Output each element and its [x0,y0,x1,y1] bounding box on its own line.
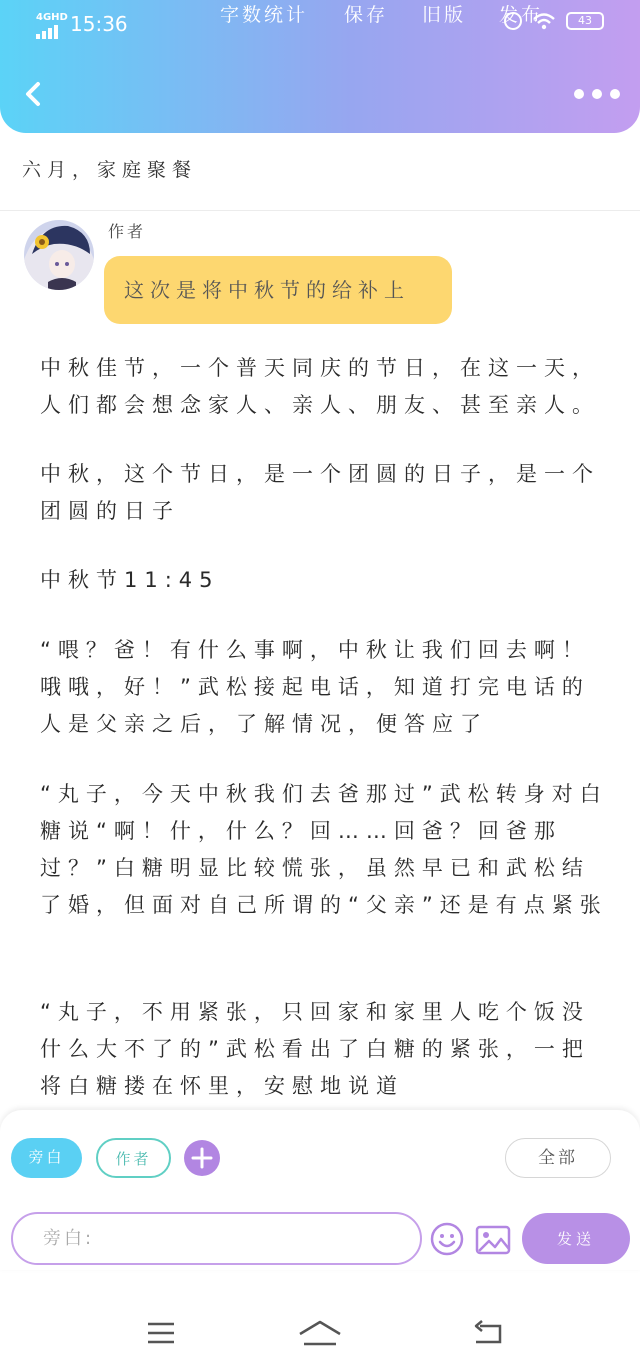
home-icon[interactable] [298,1318,342,1348]
story-paragraph[interactable]: 中秋佳节，一个普天同庆的节日，在这一天，人们都会想念家人、亲人、朋友、甚至亲人。 [40,356,600,417]
signal-icon [36,25,60,39]
image-icon[interactable] [475,1225,511,1255]
message-author-label: 作者 [108,222,147,241]
more-options-icon[interactable] [574,89,620,99]
word-count-button[interactable]: 字数统计 [220,4,309,26]
back-nav-icon[interactable] [472,1320,504,1346]
emoji-icon[interactable] [430,1222,464,1256]
old-version-button[interactable]: 旧版 [422,4,467,26]
role-author-chip[interactable]: 作者 [96,1138,171,1178]
back-arrow-icon[interactable] [22,78,44,110]
add-role-icon[interactable] [184,1140,220,1176]
top-header [0,0,640,133]
author-avatar[interactable] [24,220,94,290]
network-type: 4GHD [36,12,68,23]
role-narration-chip[interactable]: 旁白 [11,1138,82,1178]
message-input[interactable] [11,1212,422,1265]
story-paragraph[interactable]: “喂？爸！有什么事啊，中秋让我们回去啊！哦哦，好！”武松接起电话，知道打完电话的人是父亲之后，了解情况，便答应了 [40,638,590,736]
menu-icon[interactable] [146,1320,176,1346]
send-button[interactable]: 发送 [522,1213,630,1264]
battery-icon: 43 [566,12,604,30]
publish-button[interactable]: 发布 [499,4,544,26]
save-button[interactable]: 保存 [344,4,389,26]
message-bubble[interactable]: 这次是将中秋节的给补上 [104,256,452,324]
document-title[interactable]: 六月，家庭聚餐 [22,159,198,181]
story-paragraph[interactable]: 中秋，这个节日，是一个团圆的日子，是一个团圆的日子 [40,462,600,523]
story-paragraph[interactable]: “丸子，不用紧张，只回家和家里人吃个饭没什么大不了的”武松看出了白糖的紧张，一把将白糖搂在怀里，安慰地说道 [40,1000,590,1098]
title-divider [0,210,640,211]
clock-time: 15:36 [70,12,128,36]
all-roles-button[interactable]: 全部 [505,1138,611,1178]
story-paragraph[interactable]: “丸子，今天中秋我们去爸那过”武松转身对白糖说“啊！什，什么？回……回爸？回爸那过？”白糖明显比较慌张，虽然早已和武松结了婚，但面对自己所谓的“父亲”还是有点紧张 [40,782,608,917]
story-paragraph[interactable]: 中秋节11:45 [40,568,220,592]
